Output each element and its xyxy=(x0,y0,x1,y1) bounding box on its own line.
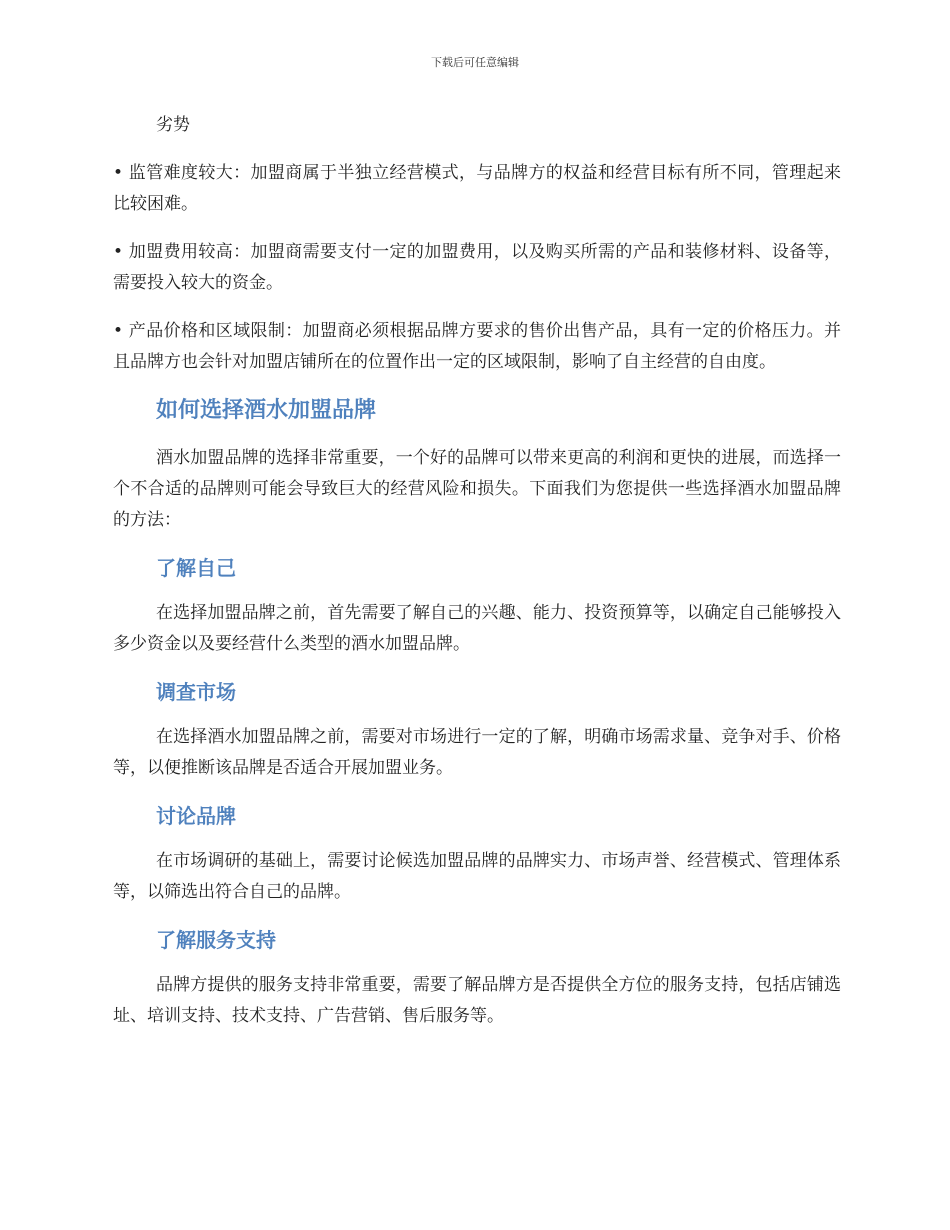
subsection-body: 在选择酒水加盟品牌之前，需要对市场进行一定的了解，明确市场需求量、竞争对手、价格等，以便推断该品牌是否适合开展加盟业务。 xyxy=(113,727,841,778)
subsection-heading: 调查市场 xyxy=(156,680,236,704)
subsection-body: 品牌方提供的服务支持非常重要，需要了解品牌方是否提供全方位的服务支持，包括店铺选址、培训支持、技术支持、广告营销、售后服务等。 xyxy=(113,975,841,1026)
section-heading: 如何选择酒水加盟品牌 xyxy=(156,398,377,423)
page-header: 下载后可任意编辑 xyxy=(431,56,519,69)
disadvantage-item: • 加盟费用较高：加盟商需要支付一定的加盟费用，以及购买所需的产品和装修材料、设备等，需要投入较大的资金。 xyxy=(113,242,841,293)
subsection-heading: 讨论品牌 xyxy=(156,804,236,828)
subsection-heading: 了解自己 xyxy=(156,556,236,580)
subsection-body: 在选择加盟品牌之前，首先需要了解自己的兴趣、能力、投资预算等，以确定自己能够投入多少资金以及要经营什么类型的酒水加盟品牌。 xyxy=(113,603,841,654)
document-body xyxy=(113,110,841,1049)
disadvantages-label: 劣势 xyxy=(156,115,190,135)
disadvantage-item: • 监管难度较大：加盟商属于半独立经营模式，与品牌方的权益和经营目标有所不同，管理起来比较困难。 xyxy=(113,163,841,214)
section-intro: 酒水加盟品牌的选择非常重要，一个好的品牌可以带来更高的利润和更快的进展，而选择一个不合适的品牌则可能会导致巨大的经营风险和损失。下面我们为您提供一些选择酒水加盟品牌的方法： xyxy=(113,448,841,530)
disadvantage-item: • 产品价格和区域限制：加盟商必须根据品牌方要求的售价出售产品，具有一定的价格压力。并且品牌方也会针对加盟店铺所在的位置作出一定的区域限制，影响了自主经营的自由度。 xyxy=(113,321,841,372)
subsection-heading: 了解服务支持 xyxy=(156,928,276,952)
subsection-body: 在市场调研的基础上，需要讨论候选加盟品牌的品牌实力、市场声誉、经营模式、管理体系等，以筛选出符合自己的品牌。 xyxy=(113,851,841,902)
